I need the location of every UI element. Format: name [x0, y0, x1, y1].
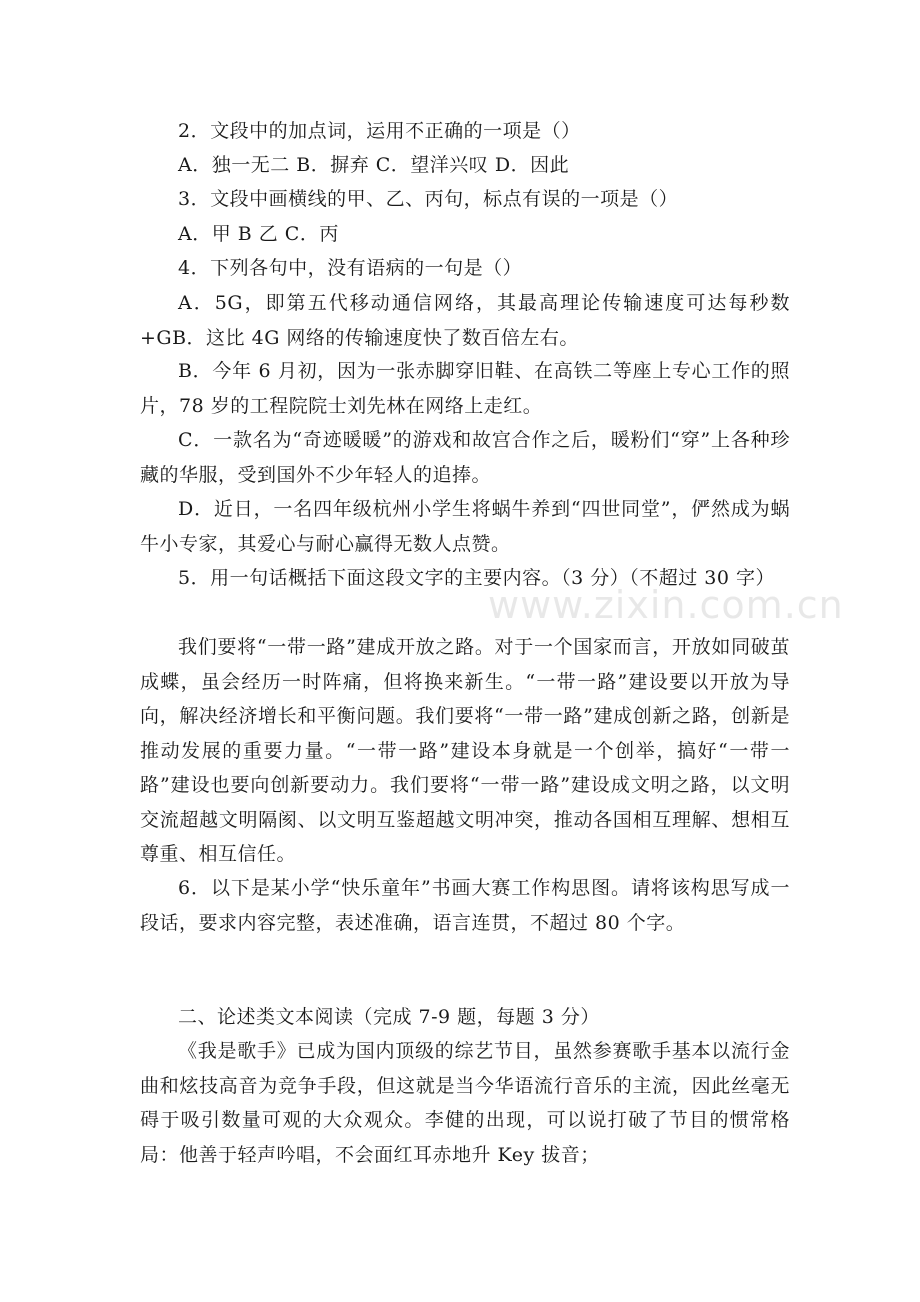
question-4-option-c: C．一款名为“奇迹暖暖”的游戏和故宫合作之后，暖粉们“穿”上各种珍藏的华服，受到国外不少年轻人的追捧。	[140, 429, 790, 486]
question-3: 3．文段中画横线的甲、乙、丙句，标点有误的一项是（）	[178, 188, 679, 210]
question-4-option-a: A．5G，即第五代移动通信网络，其最高理论传输速度可达每秒数+GB．这比 4G 网络的传输速度快了数百倍左右。	[140, 292, 790, 349]
question-2-options: A．独一无二 B．摒弃 C．望洋兴叹 D．因此	[178, 154, 570, 176]
question-3-options: A．甲 B 乙 C．丙	[178, 223, 339, 245]
question-6: 6．以下是某小学“快乐童年”书画大赛工作构思图。请将该构思写成一段话，要求内容完整，表述准确，语言连贯，不超过 80 个字。	[140, 877, 790, 934]
question-4: 4．下列各句中，没有语病的一句是（）	[178, 257, 523, 279]
question-5-passage: 我们要将“一带一路”建成开放之路。对于一个国家而言，开放如同破茧成蝶，虽会经历一时阵痛，但将换来新生。“一带一路”建设要以开放为导向，解决经济增长和平衡问题。我们要将“一带一路”建成创新之路，创新是推动发展的重要力量。“一带一路”建设本身就是一个创举，搞好“一带一路”建设也要向创新要动力。我们要将“一带一路”建设成文明之路，以文明交流超越文明隔阂、以文明互鉴超越文明冲突，推动各国相互理解、想相互尊重、相互信任。	[140, 636, 790, 865]
section-2-heading: 二、论述类文本阅读（完成 7-9 题，每题 3 分）	[178, 1006, 600, 1028]
watermark: www.zixin.com.cn	[488, 583, 844, 627]
question-4-option-d: D．近日，一名四年级杭州小学生将蜗牛养到“四世同堂”，俨然成为蜗牛小专家，其爱心与耐心赢得无数人点赞。	[140, 498, 790, 555]
question-2: 2．文段中的加点词，运用不正确的一项是（）	[178, 120, 581, 142]
question-4-option-b: B．今年 6 月初，因为一张赤脚穿旧鞋、在高铁二等座上专心工作的照片，78 岁的工程院院士刘先林在网络上走红。	[140, 360, 790, 417]
question-5: 5．用一句话概括下面这段文字的主要内容。（3 分）（不超过 30 字）	[178, 567, 775, 589]
section-2-passage: 《我是歌手》已成为国内顶级的综艺节目，虽然参赛歌手基本以流行金曲和炫技高音为竞争手段，但这就是当今华语流行音乐的主流，因此丝毫无碍于吸引数量可观的大众观众。李健的出现，可以说打破了节目的惯常格局：他善于轻声吟唱，不会面红耳赤地升 Key 拔音；	[140, 1040, 790, 1166]
